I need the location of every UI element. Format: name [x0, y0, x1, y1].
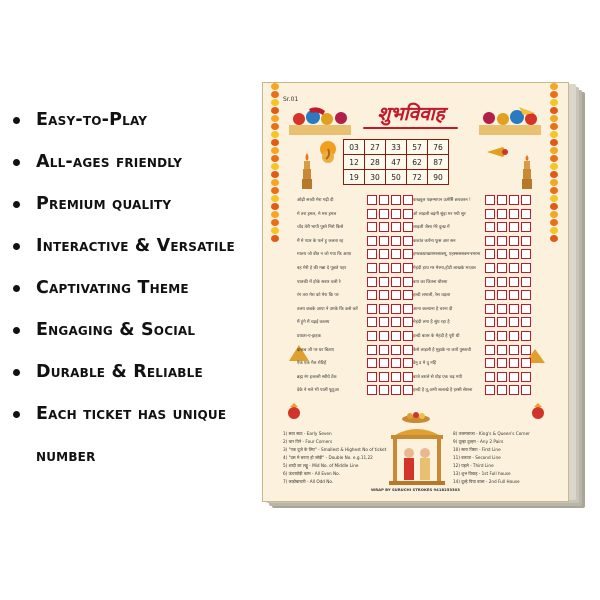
tick-box[interactable] — [367, 372, 377, 382]
marigold-bead — [271, 99, 279, 106]
tick-box[interactable] — [497, 236, 507, 246]
tick-box[interactable] — [391, 317, 401, 327]
feature-item — [8, 318, 253, 360]
baraat-illustration-left — [289, 107, 351, 135]
left-clue-text: ऐक एक गैल रोटिहें — [297, 361, 327, 367]
tick-box[interactable] — [521, 331, 531, 341]
tick-box[interactable] — [391, 385, 401, 395]
left-clue-text: ओढ़ी सच्ची मेरा गढ़ी दी — [297, 198, 334, 203]
tick-box[interactable] — [497, 222, 507, 232]
right-clue-text: वाखवुल पक्षन्मापन ऊमेसैि छपकरन ! — [413, 198, 471, 203]
marigold-bead — [271, 139, 279, 146]
left-tick-boxes — [367, 304, 413, 314]
right-clue-text: बाप का जितना घौरसा — [413, 279, 448, 285]
bullet-icon — [13, 369, 20, 376]
tick-box[interactable] — [497, 345, 507, 355]
marigold-bead — [271, 195, 279, 202]
tick-box[interactable] — [521, 209, 531, 219]
tick-box[interactable] — [497, 277, 507, 287]
prize-rule-item: 1) सात साठ - Early Seven — [283, 431, 332, 436]
right-clue-text: बाजे बराले से घोड़ एक चढ़ गयी — [413, 374, 462, 380]
tick-box[interactable] — [485, 290, 495, 300]
right-tick-boxes — [485, 385, 531, 395]
number-cell: 76 — [428, 140, 449, 155]
tick-box[interactable] — [391, 249, 401, 259]
tick-box[interactable] — [379, 222, 389, 232]
left-tick-boxes — [367, 372, 413, 382]
marigold-bead — [550, 179, 558, 186]
tick-box[interactable] — [509, 222, 519, 232]
tick-box[interactable] — [391, 345, 401, 355]
lamp-stack-right-icon — [519, 155, 535, 189]
prize-rule-item: 13) शुभ विवाह - 1st Full house — [453, 471, 511, 476]
number-cell: 50 — [386, 170, 407, 185]
tick-box[interactable] — [403, 331, 413, 341]
feature-label: Captivating Theme — [36, 278, 189, 298]
bullet-icon — [13, 411, 20, 418]
left-clue-text: ब्रह्म रंग इजल्ती स्वीधे टेंक — [297, 374, 337, 380]
tick-box[interactable] — [391, 372, 401, 382]
tick-box[interactable] — [509, 209, 519, 219]
marigold-bead — [550, 203, 558, 210]
marigold-bead — [550, 163, 558, 170]
tick-box[interactable] — [403, 277, 413, 287]
tick-box[interactable] — [497, 290, 507, 300]
bullet-icon — [13, 285, 20, 292]
tick-box[interactable] — [379, 331, 389, 341]
feature-label-continuation: number — [36, 446, 96, 466]
tick-box[interactable] — [403, 222, 413, 232]
kalash-icon — [287, 403, 301, 419]
tick-box[interactable] — [509, 195, 519, 205]
housie-ticket — [262, 82, 569, 502]
tick-box[interactable] — [391, 209, 401, 219]
number-cell: 30 — [365, 170, 386, 185]
marigold-bead — [271, 91, 279, 98]
right-tick-boxes — [485, 263, 531, 273]
feature-label: Interactive & Versatile — [36, 236, 235, 256]
tick-box[interactable] — [403, 358, 413, 368]
prize-rule-item: 11) बाराता - Second Line — [453, 455, 501, 460]
right-tick-boxes — [485, 358, 531, 368]
right-clue-text: हल्दी लगाली, रेस चड़ला — [413, 293, 451, 299]
feature-label: Durable & Reliable — [36, 362, 203, 382]
right-clue-text: ककांत कर्पना फूस आर सन — [413, 238, 456, 244]
marigold-bead — [271, 131, 279, 138]
tick-box[interactable] — [485, 222, 495, 232]
tick-box[interactable] — [485, 317, 495, 327]
features-list — [8, 108, 253, 486]
number-cell: 03 — [344, 140, 365, 155]
right-clue-text: लाड़ली जैसा मेरे दुःख में — [413, 225, 450, 231]
left-tick-boxes — [367, 358, 413, 368]
left-tick-boxes — [367, 317, 413, 327]
feature-label: All-ages friendly — [36, 152, 183, 172]
tick-box[interactable] — [391, 195, 401, 205]
tick-box[interactable] — [497, 263, 507, 273]
marigold-bead — [550, 123, 558, 130]
marigold-garland-left — [271, 83, 279, 243]
right-tick-boxes — [485, 290, 531, 300]
feature-label: Each ticket has unique — [36, 404, 227, 424]
left-clue-text: मालय जो बीत न जो गया कि आया — [297, 252, 352, 258]
marigold-bead — [271, 155, 279, 162]
tick-box[interactable] — [367, 385, 377, 395]
number-cell: 47 — [386, 155, 407, 170]
ganesha-icon — [317, 139, 339, 163]
marigold-bead — [271, 163, 279, 170]
left-clue-text: मैं मे प्यार के फर्न हू जलता रह — [297, 238, 344, 244]
marigold-bead — [550, 107, 558, 114]
marigold-bead — [550, 91, 558, 98]
marigold-bead — [271, 179, 279, 186]
tick-box[interactable] — [391, 331, 401, 341]
feature-label: Easy-to-Play — [36, 110, 148, 130]
tick-box[interactable] — [521, 277, 531, 287]
right-tick-boxes — [485, 372, 531, 382]
tick-box[interactable] — [521, 222, 531, 232]
tick-box[interactable] — [367, 317, 377, 327]
bullet-icon — [13, 201, 20, 208]
tick-box[interactable] — [509, 345, 519, 355]
right-clue-text: आना कल्याना है चरना दी — [413, 306, 453, 312]
right-tick-boxes — [485, 277, 531, 287]
marigold-bead — [550, 115, 558, 122]
tick-box[interactable] — [379, 263, 389, 273]
prize-rule-item: 10) सारा पिस्टा - First Line — [453, 447, 501, 452]
right-tick-boxes — [485, 236, 531, 246]
tick-box[interactable] — [379, 277, 389, 287]
tick-box[interactable] — [367, 304, 377, 314]
marigold-bead — [271, 203, 279, 210]
number-row — [344, 140, 449, 155]
tick-box[interactable] — [379, 372, 389, 382]
number-cell: 72 — [407, 170, 428, 185]
tick-box[interactable] — [485, 209, 495, 219]
feature-item-continuation — [8, 444, 253, 486]
tick-box[interactable] — [403, 317, 413, 327]
marigold-bead — [271, 123, 279, 130]
tick-box[interactable] — [521, 263, 531, 273]
tick-box[interactable] — [379, 290, 389, 300]
tick-box[interactable] — [521, 236, 531, 246]
prize-rule-item: 6) ऊंचायोड़ी काम - All Even No. — [283, 471, 340, 476]
bullet-icon — [13, 243, 20, 250]
right-clue-text: हल्दी बातर के मेहंदी है पूरी थी — [413, 334, 460, 339]
left-clue-text: तलय कबके आपा ने उमके कि कसे करें — [297, 306, 358, 312]
right-tick-boxes — [485, 222, 531, 232]
ticket-number-grid — [343, 139, 449, 185]
number-cell: 57 — [407, 140, 428, 155]
thali-icon — [401, 411, 431, 423]
marigold-bead — [550, 227, 558, 234]
left-tick-boxes — [367, 236, 413, 246]
tick-box[interactable] — [367, 358, 377, 368]
tick-box[interactable] — [379, 249, 389, 259]
marigold-bead — [550, 83, 558, 90]
tick-box[interactable] — [403, 249, 413, 259]
right-clue-text: हल्दी है तू,अभी सलाखे है हरसी सेशना — [413, 388, 473, 394]
tick-box[interactable] — [403, 345, 413, 355]
right-tick-boxes — [485, 195, 531, 205]
tick-box[interactable] — [367, 345, 377, 355]
tick-box[interactable] — [497, 331, 507, 341]
tick-box[interactable] — [485, 372, 495, 382]
left-clue-text: ढ़ाक़ब जी पर घर बिताए — [297, 347, 335, 353]
marigold-bead — [550, 147, 558, 154]
marigold-bead — [271, 83, 279, 90]
left-tick-boxes — [367, 195, 413, 205]
tick-box[interactable] — [509, 331, 519, 341]
feature-item — [8, 276, 253, 318]
feature-item — [8, 234, 253, 276]
lamp-stack-left-icon — [299, 153, 315, 189]
right-clue-text: मेहंदी लगा है सुंघ रहा है — [413, 320, 450, 326]
marigold-bead — [271, 219, 279, 226]
right-tick-boxes — [485, 209, 531, 219]
number-cell: 12 — [344, 155, 365, 170]
prize-rule-item: 3) "एक दूजे के लिए" - Smallest & Highest No of ticket — [283, 447, 387, 452]
tick-box[interactable] — [521, 195, 531, 205]
right-tick-boxes — [485, 249, 531, 259]
ticket-title: शुभविवाह — [377, 103, 445, 125]
right-clue-text: कैसे लाड़ली है मुझके ना जायें पुस्ताची — [413, 347, 471, 353]
tick-box[interactable] — [391, 263, 401, 273]
tick-box[interactable] — [367, 263, 377, 273]
tick-box[interactable] — [367, 195, 377, 205]
marigold-bead — [271, 147, 279, 154]
number-cell: 28 — [365, 155, 386, 170]
tick-box[interactable] — [509, 290, 519, 300]
tick-box[interactable] — [497, 385, 507, 395]
shehnai-icon — [485, 143, 509, 161]
tick-box[interactable] — [391, 304, 401, 314]
marigold-bead — [550, 131, 558, 138]
tick-box[interactable] — [485, 277, 495, 287]
tick-box[interactable] — [485, 195, 495, 205]
marigold-bead — [550, 99, 558, 106]
tick-box[interactable] — [509, 249, 519, 259]
tick-box[interactable] — [509, 372, 519, 382]
tick-box[interactable] — [391, 236, 401, 246]
number-cell: 33 — [386, 140, 407, 155]
feature-label: Engaging & Social — [36, 320, 196, 340]
tick-box[interactable] — [379, 317, 389, 327]
left-tick-boxes — [367, 263, 413, 273]
left-clue-text: चाँद तेरी भापी पुस्ते निरो किसे — [297, 225, 344, 231]
prize-rule-item: 2) चार पिने - Four Corners — [283, 439, 333, 444]
tick-box[interactable] — [379, 304, 389, 314]
marigold-bead — [271, 211, 279, 218]
feature-item — [8, 150, 253, 192]
tick-box[interactable] — [367, 236, 377, 246]
tick-box[interactable] — [497, 249, 507, 259]
number-row — [344, 170, 449, 185]
marigold-bead — [550, 171, 558, 178]
tick-box[interactable] — [521, 372, 531, 382]
tick-box[interactable] — [403, 385, 413, 395]
left-tick-boxes — [367, 345, 413, 355]
tick-box[interactable] — [485, 385, 495, 395]
marigold-bead — [271, 187, 279, 194]
tick-box[interactable] — [521, 385, 531, 395]
ticket-serial: Sr.01 — [283, 96, 299, 103]
marigold-bead — [271, 107, 279, 114]
prize-rule-item: 14) दूल्हे पिया वाला - 2nd Full House — [453, 479, 520, 484]
left-tick-boxes — [367, 290, 413, 300]
tick-box[interactable] — [485, 249, 495, 259]
left-clue-text: देके ने मले भी पालीं फूटुआ — [297, 388, 339, 394]
tick-box[interactable] — [509, 277, 519, 287]
tick-box[interactable] — [485, 263, 495, 273]
prize-rule-item: 5) शादी का लड्डू - Mid No. of Middle Line — [283, 463, 359, 468]
tick-box[interactable] — [497, 195, 507, 205]
feature-label: Premium quality — [36, 194, 172, 214]
tick-box[interactable] — [485, 345, 495, 355]
tick-box[interactable] — [521, 345, 531, 355]
left-clue-text: रंग तरा मेरा को मेरा कि पर — [297, 293, 339, 299]
prize-rule-item: 12) पहले - Third Line — [453, 463, 494, 468]
tick-box[interactable] — [403, 195, 413, 205]
number-cell: 62 — [407, 155, 428, 170]
number-cell: 19 — [344, 170, 365, 185]
tick-box[interactable] — [379, 195, 389, 205]
tick-box[interactable] — [379, 385, 389, 395]
feature-item — [8, 360, 253, 402]
tick-box[interactable] — [509, 385, 519, 395]
feature-item — [8, 402, 253, 444]
right-clue-text: ओ लाड़ली बढ़ंगी सुंड़़ा मर गयी सुर — [413, 211, 466, 217]
tick-box[interactable] — [403, 209, 413, 219]
tick-box[interactable] — [509, 236, 519, 246]
marigold-bead — [550, 235, 558, 242]
number-row — [344, 155, 449, 170]
tick-box[interactable] — [521, 304, 531, 314]
tick-box[interactable] — [391, 358, 401, 368]
tick-box[interactable] — [391, 277, 401, 287]
tick-box[interactable] — [367, 277, 377, 287]
left-tick-boxes — [367, 222, 413, 232]
baraat-illustration-right — [479, 107, 541, 135]
left-tick-boxes — [367, 277, 413, 287]
right-clue-text: डैनू द मे दु नहिं — [413, 361, 437, 367]
tick-box[interactable] — [367, 222, 377, 232]
left-clue-text: मे तरा इ़मल, मे मरा इ़मल — [297, 211, 337, 217]
tick-box[interactable] — [367, 209, 377, 219]
left-clue-text: मैं हुंगे मैं चढ़ई कालय — [297, 320, 330, 326]
prize-rule-item: 8) तजमाराजा - King's & Queen's Corner — [453, 431, 530, 436]
tick-box[interactable] — [521, 358, 531, 368]
tick-box[interactable] — [485, 304, 495, 314]
tick-box[interactable] — [509, 317, 519, 327]
right-tick-boxes — [485, 317, 531, 327]
number-cell: 87 — [428, 155, 449, 170]
right-tick-boxes — [485, 345, 531, 355]
tick-box[interactable] — [391, 222, 401, 232]
tick-box[interactable] — [379, 358, 389, 368]
tick-box[interactable] — [497, 358, 507, 368]
prize-rule-item: 9) दूल्हा दुल्हन - Any 2 Pairs — [453, 439, 504, 444]
left-tick-boxes — [367, 385, 413, 395]
tick-box[interactable] — [521, 249, 531, 259]
number-cell: 90 — [428, 170, 449, 185]
tick-box[interactable] — [367, 331, 377, 341]
feature-item — [8, 108, 253, 150]
bride-groom-mandap-illustration — [389, 427, 445, 485]
tick-box[interactable] — [485, 236, 495, 246]
left-tick-boxes — [367, 331, 413, 341]
right-tick-boxes — [485, 331, 531, 341]
right-tick-boxes — [485, 304, 531, 314]
marigold-bead — [271, 235, 279, 242]
tick-box[interactable] — [367, 249, 377, 259]
title-flourish — [363, 127, 458, 129]
number-cell: 27 — [365, 140, 386, 155]
tick-box[interactable] — [485, 331, 495, 341]
tick-box[interactable] — [403, 290, 413, 300]
marigold-bead — [550, 139, 558, 146]
marigold-bead — [550, 211, 558, 218]
marigold-bead — [550, 187, 558, 194]
marigold-bead — [550, 195, 558, 202]
bullet-icon — [13, 159, 20, 166]
tick-box[interactable] — [379, 209, 389, 219]
feature-item — [8, 192, 253, 234]
left-tick-boxes — [367, 209, 413, 219]
print-credit: WRAP BY SURUCHI STROKES 9418253303 — [371, 487, 460, 492]
tick-box[interactable] — [521, 290, 531, 300]
tick-box[interactable] — [497, 317, 507, 327]
left-clue-text: पालकी में होके सवार चली रे — [297, 279, 341, 285]
tick-box[interactable] — [497, 304, 507, 314]
bullet-icon — [13, 117, 20, 124]
marigold-bead — [550, 219, 558, 226]
tick-box[interactable] — [379, 236, 389, 246]
prize-rule-item: 7) लाड़ोबाराती - All Odd No. — [283, 479, 334, 484]
tick-box[interactable] — [509, 304, 519, 314]
tick-box[interactable] — [391, 290, 401, 300]
kalash-icon — [531, 403, 545, 419]
tick-box[interactable] — [509, 358, 519, 368]
left-clue-text: वह मेरी हे की मन्ना दे पूछते पहर — [297, 266, 347, 271]
tick-box[interactable] — [497, 372, 507, 382]
tick-box[interactable] — [403, 236, 413, 246]
marigold-bead — [271, 227, 279, 234]
prize-rule-item: 4) "दस मे बनाए हो जोड़ी" - Double No. e.g.11,22 — [283, 455, 373, 460]
tick-box[interactable] — [521, 317, 531, 327]
marigold-garland-right — [550, 83, 558, 243]
marigold-bead — [271, 171, 279, 178]
tick-box[interactable] — [403, 263, 413, 273]
left-clue-text: प्रयाता-ए-इ़ाहक — [297, 334, 321, 339]
marigold-bead — [550, 155, 558, 162]
bullet-icon — [13, 327, 20, 334]
tick-box[interactable] — [403, 372, 413, 382]
marigold-bead — [271, 115, 279, 122]
tick-box[interactable] — [403, 304, 413, 314]
tick-box[interactable] — [367, 290, 377, 300]
tick-box[interactable] — [509, 263, 519, 273]
tick-box[interactable] — [379, 345, 389, 355]
left-tick-boxes — [367, 249, 413, 259]
tick-box[interactable] — [497, 209, 507, 219]
right-clue-text: हमऱकग्राखरामरसाक्मू, एहस्सससक्मऱ्ऱमरना — [413, 252, 481, 258]
tick-box[interactable] — [485, 358, 495, 368]
right-clue-text: मेहंदी हाथ मर मेरमा,होटी लाखके भाज़ल — [413, 266, 476, 271]
